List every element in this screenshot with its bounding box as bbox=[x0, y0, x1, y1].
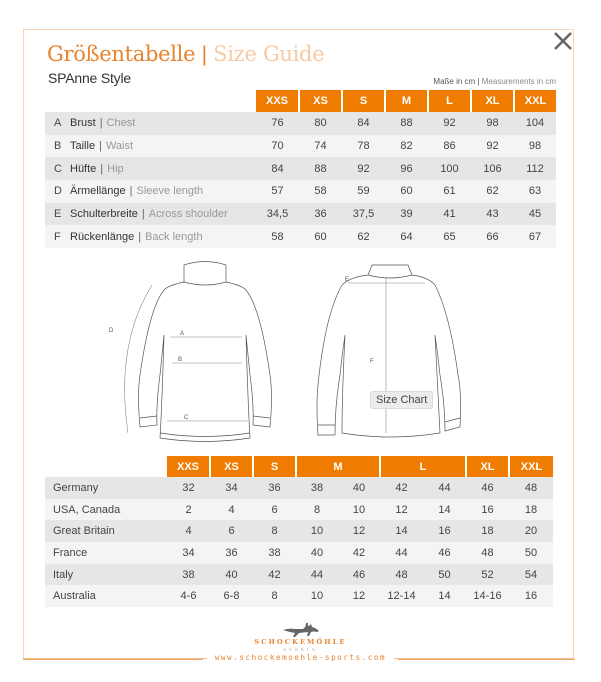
front-garment-sketch bbox=[100, 255, 280, 450]
country-size-value: 4-6 bbox=[167, 585, 210, 607]
measurement-value: 80 bbox=[299, 112, 342, 135]
country-size-value: 50 bbox=[509, 542, 553, 564]
measurement-value: 61 bbox=[428, 180, 471, 203]
label-d: D bbox=[109, 328, 114, 334]
country-size-value: 2 bbox=[167, 499, 210, 521]
page-title bbox=[47, 42, 324, 67]
measurement-value: 84 bbox=[256, 157, 299, 180]
measurement-row bbox=[45, 180, 556, 203]
country-size-value: 36 bbox=[253, 477, 296, 499]
measurement-letter: E bbox=[54, 208, 62, 221]
measurement-label bbox=[45, 112, 256, 135]
intl-size-header-xl: XL bbox=[466, 456, 509, 477]
country-size-value: 8 bbox=[253, 520, 296, 542]
country-size-value: 16 bbox=[466, 499, 509, 521]
country-row bbox=[45, 520, 553, 542]
label-e: E bbox=[345, 277, 350, 283]
country-size-value: 10 bbox=[338, 499, 380, 521]
country-row bbox=[45, 564, 553, 586]
measurement-letter: F bbox=[54, 230, 61, 243]
country-size-value: 6-8 bbox=[210, 585, 253, 607]
measurement-name-english: Sleeve length bbox=[136, 185, 204, 198]
country-name: Italy bbox=[45, 564, 167, 586]
country-size-value: 52 bbox=[466, 564, 509, 586]
size-header-s: S bbox=[342, 90, 385, 112]
country-size-value: 20 bbox=[509, 520, 553, 542]
measurement-value: 58 bbox=[299, 180, 342, 203]
units-german: Maße in cm bbox=[433, 77, 476, 86]
size-header-xl: XL bbox=[471, 90, 514, 112]
measurement-row bbox=[45, 203, 556, 226]
size-header-xs: XS bbox=[299, 90, 342, 112]
label-b: B bbox=[178, 357, 183, 363]
country-size-value: 48 bbox=[509, 477, 553, 499]
measurement-value: 62 bbox=[342, 225, 385, 248]
measurement-value: 59 bbox=[342, 180, 385, 203]
country-size-value: 38 bbox=[167, 564, 210, 586]
size-header-xxl: XXL bbox=[514, 90, 556, 112]
website-link[interactable] bbox=[0, 653, 601, 662]
measurement-value: 36 bbox=[299, 203, 342, 226]
country-size-value: 40 bbox=[338, 477, 380, 499]
measurement-value: 100 bbox=[428, 157, 471, 180]
measurement-name-german: Brust bbox=[70, 117, 96, 130]
country-size-value: 46 bbox=[466, 477, 509, 499]
country-size-value: 44 bbox=[296, 564, 338, 586]
units-note bbox=[433, 77, 556, 86]
intl-size-header-xs: XS bbox=[210, 456, 253, 477]
size-chart-tooltip: Size Chart bbox=[370, 391, 433, 409]
measurement-value: 34,5 bbox=[256, 203, 299, 226]
header-blank bbox=[45, 90, 256, 112]
measurement-value: 112 bbox=[514, 157, 556, 180]
measurement-value: 78 bbox=[342, 135, 385, 158]
measurement-value: 66 bbox=[471, 225, 514, 248]
measurement-label bbox=[45, 180, 256, 203]
measurement-value: 57 bbox=[256, 180, 299, 203]
country-name: France bbox=[45, 542, 167, 564]
measurement-value: 98 bbox=[514, 135, 556, 158]
title-separator: | bbox=[201, 43, 207, 66]
measurement-value: 88 bbox=[385, 112, 428, 135]
brand-subtitle: SPORTS bbox=[283, 647, 318, 652]
measurement-value: 92 bbox=[428, 112, 471, 135]
country-size-value: 44 bbox=[423, 477, 466, 499]
country-size-value: 40 bbox=[296, 542, 338, 564]
close-icon[interactable] bbox=[552, 30, 574, 52]
title-english: Size Guide bbox=[213, 42, 325, 66]
measurement-value: 62 bbox=[471, 180, 514, 203]
measurement-value: 58 bbox=[256, 225, 299, 248]
units-separator: | bbox=[477, 77, 480, 86]
measurement-value: 65 bbox=[428, 225, 471, 248]
measurement-value: 84 bbox=[342, 112, 385, 135]
country-size-value: 12 bbox=[338, 585, 380, 607]
measurement-letter: A bbox=[54, 117, 62, 130]
measurement-label bbox=[45, 135, 256, 158]
measurement-name-german: Rückenlänge bbox=[70, 230, 135, 243]
country-size-value: 50 bbox=[423, 564, 466, 586]
country-size-value: 12 bbox=[380, 499, 423, 521]
country-size-value: 32 bbox=[167, 477, 210, 499]
measurement-value: 37,5 bbox=[342, 203, 385, 226]
country-row bbox=[45, 499, 553, 521]
country-size-value: 42 bbox=[380, 477, 423, 499]
intl-size-header-xxl: XXL bbox=[509, 456, 553, 477]
website-text[interactable]: www.schockemoehle-sports.com bbox=[207, 653, 394, 662]
country-size-value: 12-14 bbox=[380, 585, 423, 607]
separator: | bbox=[100, 162, 104, 175]
country-size-value: 10 bbox=[296, 585, 338, 607]
country-size-value: 18 bbox=[509, 499, 553, 521]
title-german: Größentabelle bbox=[47, 42, 196, 66]
country-row bbox=[45, 542, 553, 564]
measurement-label bbox=[45, 157, 256, 180]
country-size-value: 16 bbox=[509, 585, 553, 607]
label-c: C bbox=[184, 415, 189, 421]
country-size-value: 8 bbox=[253, 585, 296, 607]
label-f: F bbox=[370, 359, 374, 365]
country-row bbox=[45, 477, 553, 499]
country-size-value: 18 bbox=[466, 520, 509, 542]
country-size-value: 40 bbox=[210, 564, 253, 586]
country-size-value: 14 bbox=[423, 499, 466, 521]
size-header-m: M bbox=[385, 90, 428, 112]
separator: | bbox=[129, 185, 133, 198]
measurement-name-german: Ärmellänge bbox=[70, 185, 126, 198]
separator: | bbox=[138, 230, 142, 243]
measurement-table bbox=[45, 90, 556, 248]
measurement-value: 92 bbox=[342, 157, 385, 180]
intl-size-header-l: L bbox=[380, 456, 466, 477]
country-size-value: 6 bbox=[210, 520, 253, 542]
country-size-value: 38 bbox=[253, 542, 296, 564]
measurement-row bbox=[45, 135, 556, 158]
measurement-value: 104 bbox=[514, 112, 556, 135]
country-size-value: 16 bbox=[423, 520, 466, 542]
separator: | bbox=[99, 117, 103, 130]
separator: | bbox=[141, 208, 145, 221]
measurement-value: 39 bbox=[385, 203, 428, 226]
measurement-value: 70 bbox=[256, 135, 299, 158]
brand-name: SCHOCKEMÖHLE bbox=[254, 638, 347, 646]
country-size-value: 44 bbox=[380, 542, 423, 564]
country-name: Germany bbox=[45, 477, 167, 499]
measurement-name-english: Back length bbox=[145, 230, 203, 243]
product-style-name: SPAnne Style bbox=[48, 70, 131, 86]
country-size-value: 54 bbox=[509, 564, 553, 586]
country-size-value: 42 bbox=[253, 564, 296, 586]
country-size-value: 14 bbox=[423, 585, 466, 607]
country-size-value: 4 bbox=[210, 499, 253, 521]
measurement-name-english: Waist bbox=[105, 140, 134, 153]
country-size-value: 12 bbox=[338, 520, 380, 542]
country-size-value: 36 bbox=[210, 542, 253, 564]
international-header-row bbox=[45, 456, 553, 477]
country-name: Australia bbox=[45, 585, 167, 607]
measurement-value: 41 bbox=[428, 203, 471, 226]
country-size-value: 34 bbox=[167, 542, 210, 564]
measurement-name-english: Hip bbox=[107, 162, 124, 175]
country-size-value: 48 bbox=[380, 564, 423, 586]
country-size-value: 46 bbox=[423, 542, 466, 564]
international-size-table bbox=[45, 456, 553, 607]
country-row bbox=[45, 585, 553, 607]
header-blank bbox=[45, 456, 167, 477]
measurement-name-german: Schulterbreite bbox=[70, 208, 138, 221]
country-size-value: 10 bbox=[296, 520, 338, 542]
intl-size-header-xxs: XXS bbox=[167, 456, 210, 477]
measurement-value: 63 bbox=[514, 180, 556, 203]
units-english: Measurements in cm bbox=[481, 77, 556, 86]
country-name: USA, Canada bbox=[45, 499, 167, 521]
measurement-name-german: Hüfte bbox=[70, 162, 97, 175]
country-size-value: 34 bbox=[210, 477, 253, 499]
measurement-label bbox=[45, 203, 256, 226]
measurement-name-english: Chest bbox=[106, 117, 136, 130]
back-garment-sketch bbox=[300, 255, 470, 450]
country-size-value: 42 bbox=[338, 542, 380, 564]
country-size-value: 4 bbox=[167, 520, 210, 542]
measurement-header-row bbox=[45, 90, 556, 112]
measurement-name-english: Across shoulder bbox=[148, 208, 228, 221]
intl-size-header-m: M bbox=[296, 456, 380, 477]
measurement-value: 92 bbox=[471, 135, 514, 158]
country-size-value: 38 bbox=[296, 477, 338, 499]
measurement-value: 67 bbox=[514, 225, 556, 248]
country-size-value: 46 bbox=[338, 564, 380, 586]
separator: | bbox=[99, 140, 102, 153]
measurement-row bbox=[45, 225, 556, 248]
horse-rider-logo-icon bbox=[281, 622, 321, 638]
measurement-value: 45 bbox=[514, 203, 556, 226]
measurement-value: 43 bbox=[471, 203, 514, 226]
measurement-letter: C bbox=[54, 162, 62, 175]
measurement-name-german: Taille bbox=[70, 140, 96, 153]
measurement-value: 60 bbox=[385, 180, 428, 203]
measurement-label bbox=[45, 225, 256, 248]
measurement-value: 86 bbox=[428, 135, 471, 158]
size-header-xxs: XXS bbox=[256, 90, 299, 112]
country-size-value: 14 bbox=[380, 520, 423, 542]
measurement-value: 60 bbox=[299, 225, 342, 248]
country-size-value: 48 bbox=[466, 542, 509, 564]
country-name: Great Britain bbox=[45, 520, 167, 542]
size-header-l: L bbox=[428, 90, 471, 112]
measurement-value: 106 bbox=[471, 157, 514, 180]
label-a: A bbox=[180, 331, 185, 337]
measurement-letter: D bbox=[54, 185, 62, 198]
measurement-value: 96 bbox=[385, 157, 428, 180]
intl-size-header-s: S bbox=[253, 456, 296, 477]
measurement-row bbox=[45, 112, 556, 135]
country-size-value: 8 bbox=[296, 499, 338, 521]
measurement-value: 64 bbox=[385, 225, 428, 248]
measurement-value: 76 bbox=[256, 112, 299, 135]
measurement-value: 88 bbox=[299, 157, 342, 180]
measurement-value: 82 bbox=[385, 135, 428, 158]
measurement-value: 74 bbox=[299, 135, 342, 158]
country-size-value: 6 bbox=[253, 499, 296, 521]
measurement-value: 98 bbox=[471, 112, 514, 135]
measurement-row bbox=[45, 157, 556, 180]
measurement-letter: B bbox=[54, 140, 62, 153]
country-size-value: 14-16 bbox=[466, 585, 509, 607]
